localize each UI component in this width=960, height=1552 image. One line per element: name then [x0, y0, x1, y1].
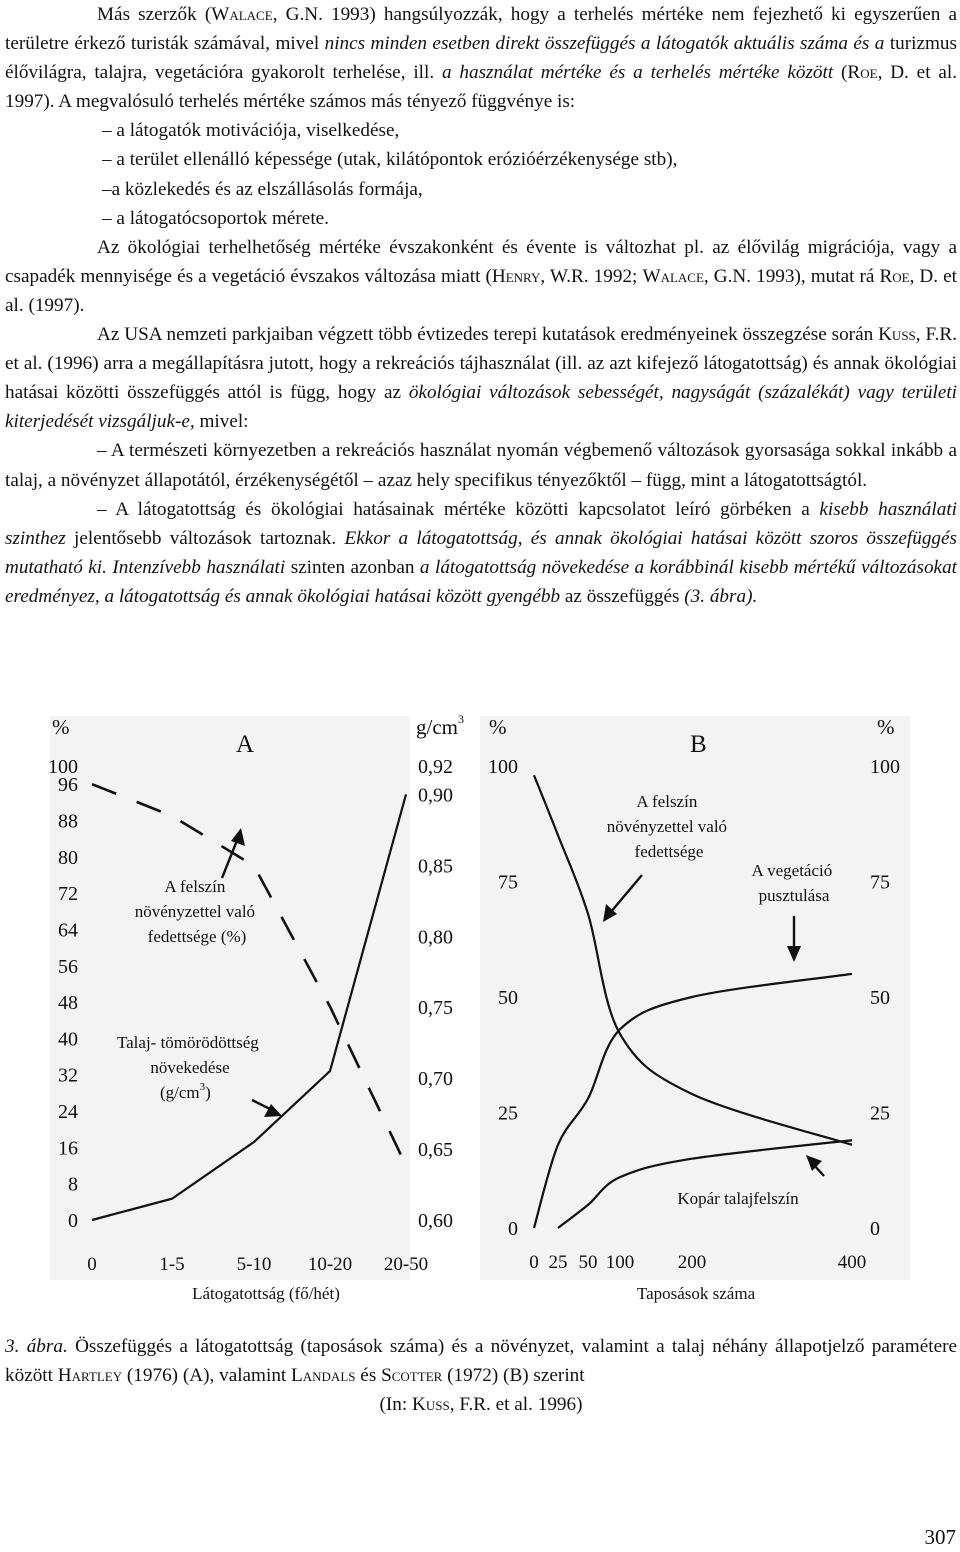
text: Az ökológiai terhelhetőség mértéke évszakonként és évente is változhat pl. az élővilág migrációja, vagy a csapadék mennyisége és a vegetáció évszakos változása miatt ( [5, 236, 957, 287]
x-tick-label: 10-20 [307, 1254, 353, 1275]
paragraph-5 [5, 495, 957, 611]
chart-a-x-label: Látogatottság (fő/hét) [192, 1284, 340, 1303]
text: , G.N. 1993), mutat rá [703, 265, 880, 287]
y-tick-label: 0 [508, 1218, 518, 1240]
y-tick-label: 50 [870, 987, 890, 1009]
italic-text: a használat mértéke és a terhelés mértéke között [441, 62, 834, 84]
text: – A látogatottság és ökológiai hatásainak mértéke közötti kapcsolatot leíró görbéken a [97, 498, 820, 520]
text: (1972) (B) szerint [442, 1365, 585, 1386]
text: Az USA nemzeti parkjaiban végzett több évtizedes terepi kutatások eredményeinek összegzése során [97, 324, 879, 346]
y-tick-label: 80 [58, 846, 78, 869]
author-name: Roe [847, 62, 878, 84]
y-tick-label: 0,92 [418, 756, 453, 778]
soil-annotation-line: növekedése [150, 1058, 230, 1077]
author-name: Roe [879, 265, 910, 287]
chart-b-y-right-label: % [877, 715, 895, 739]
text: szinten azonban [285, 556, 420, 578]
author-name: Henry [491, 265, 541, 287]
chart-a-plot-area [50, 716, 410, 1280]
text: , D. et al. 1997). A megvalósuló terhelés mértéke számos más tényező függvénye is: [5, 62, 958, 113]
text: , G.N. 1993) hangsúlyozzák, hogy a terhelés mértéke nem fejezhető ki egyszerűen a területre érkező turisták számával, mivel [5, 4, 957, 55]
italic-text: nincs minden esetben direkt összefüggés a látogatók aktuális száma és a [324, 33, 885, 55]
soil-annotation-line: Talaj- tömörödöttség [116, 1033, 259, 1052]
paragraph-2 [5, 233, 957, 320]
chart-b-bare-annotation: Kopár talajfelszín [677, 1189, 799, 1208]
author-name: Walace [642, 265, 704, 287]
soil-unit-close: ) [205, 1083, 211, 1102]
paragraph-3 [5, 320, 957, 436]
x-tick-label: 50 [578, 1252, 598, 1273]
y-tick-label: 8 [68, 1173, 78, 1196]
y-tick-label: 0 [870, 1218, 880, 1240]
y-tick-label: 0,60 [418, 1210, 453, 1232]
author-name: Landals [291, 1365, 356, 1386]
x-tick-label: 25 [548, 1252, 568, 1273]
caption-label: 3. ábra. [5, 1336, 68, 1357]
text: (In: [379, 1394, 413, 1415]
text: Összefüggés a látogatottság (taposások száma) és a növényzet, valamint a talaj néhány állapotjelző paramétere között [5, 1336, 957, 1386]
paragraph-1 [5, 0, 957, 116]
text: , D. et al. (1997). [5, 265, 957, 316]
y-tick-label: 0,65 [418, 1139, 453, 1162]
caption-line-2 [5, 1390, 957, 1419]
dash-item: –a közlekedés és az elszállásolás formája, [102, 178, 423, 200]
y-tick-label: 50 [498, 987, 518, 1009]
vegetation-annotation-line: pusztulása [758, 886, 830, 905]
chart-b-y-left-label: % [489, 715, 507, 739]
text: , F.R. et al. (1996) arra a megállapításra jutott, hogy a rekreációs tájhasználat (ill. az azt kifejező látogatottság) és annak ökológiai hatásai közötti összefüggés attól is függ, hogy az [5, 324, 958, 404]
author-name: Hartley [57, 1365, 123, 1386]
y-tick-label: 0,85 [418, 855, 453, 878]
y-tick-label: 75 [498, 871, 518, 894]
y-tick-label: 88 [58, 810, 78, 833]
dash-item: – a látogatók motivációja, viselkedése, [102, 120, 400, 142]
y-tick-label: 0,75 [418, 997, 453, 1020]
y-tick-label: 0 [68, 1210, 78, 1232]
chart-b [480, 715, 910, 1303]
text: , W.R. 1992; [540, 265, 643, 287]
italic-text: Ekkor a látogatottság, és annak ökológiai hatásai között szoros összefüggés mutatható ki. Intenzívebb használati [5, 527, 957, 578]
italic-text: (3. ábra). [684, 585, 758, 607]
text: (1976) (A), valamint [122, 1365, 292, 1386]
page-number: 307 [924, 1525, 956, 1549]
chart-a-y-right-label [416, 712, 464, 739]
figure-3 [0, 700, 960, 1320]
y-tick-label: 100 [488, 756, 518, 778]
soil-unit-sup: 3 [199, 1081, 206, 1093]
chart-b-x-label: Taposások száma [636, 1284, 756, 1303]
x-tick-label: 400 [837, 1252, 867, 1273]
y-tick-label: 25 [498, 1102, 518, 1125]
cover-annotation-line: növényzettel való [134, 902, 256, 921]
y-tick-label: 100 [48, 756, 78, 778]
x-tick-label: 5-10 [236, 1254, 272, 1275]
chart-a-title: A [236, 731, 255, 758]
y-tick-label: 0,90 [418, 784, 453, 807]
x-tick-label: 20-50 [383, 1254, 429, 1275]
x-tick-label: 100 [605, 1252, 635, 1273]
cover-annotation-line: A felszín [636, 792, 698, 811]
text: turizmus élővilágra, talajra, vegetációra gyakorolt terhelése, ill. [5, 33, 957, 84]
text: mivel: [194, 411, 249, 433]
y-tick-label: 48 [58, 992, 78, 1015]
text: az összefüggés [560, 585, 685, 607]
x-tick-label: 0 [87, 1254, 97, 1275]
author-name: Scotter [381, 1365, 443, 1386]
dash-item: – a látogatócsoportok mérete. [102, 207, 329, 229]
author-name: Walace [211, 4, 273, 25]
text: ( [833, 62, 848, 84]
cover-annotation-line: növényzettel való [606, 817, 728, 836]
y-tick-label: 25 [870, 1102, 890, 1125]
caption-line-1 [5, 1332, 957, 1390]
text: jelentősebb változások tartoznak. [65, 527, 345, 549]
dash-item: – a terület ellenálló képessége (utak, kilátópontok erózióérzékenysége stb), [102, 149, 678, 171]
cover-annotation-line: fedettsége (%) [147, 927, 247, 946]
cover-annotation-line: fedettsége [634, 842, 704, 861]
y-tick-label: 64 [58, 919, 78, 942]
italic-text: a látogatottság növekedése a korábbinál kisebb mértékű változásokat eredményez, a látogatottság és annak ökológiai hatásai között gyengébb [5, 556, 957, 607]
chart-b-title: B [690, 731, 707, 758]
y-tick-label: 0,80 [418, 926, 453, 949]
figure-caption [5, 1332, 957, 1419]
y-tick-label: 72 [58, 883, 78, 906]
x-tick-label: 0 [529, 1252, 539, 1273]
paragraph-4: – A természeti környezetben a rekreációs használat nyomán végbemenő változások gyorsasága sokkal inkább a talaj, a növényzet állapotától, érzékenységétől – azaz hely specifikus tényezőktől – függ, mint a látogatottságtól. [5, 440, 957, 491]
x-tick-label: 1-5 [159, 1254, 185, 1275]
italic-text: kisebb használati szinthez [5, 498, 957, 549]
chart-a-y-right-unit: g/cm [416, 715, 458, 739]
text: és [355, 1365, 382, 1386]
cover-annotation-line: A felszín [164, 877, 226, 896]
y-tick-label: 100 [870, 756, 900, 778]
body-text [5, 0, 957, 611]
text: , F.R. et al. 1996) [449, 1394, 583, 1415]
italic-text: ökológiai változások sebességét, nagyságát (százalékát) vagy területi kiterjedését vizsgáljuk-e, [5, 382, 957, 433]
x-tick-label: 200 [677, 1252, 707, 1273]
chart-a [48, 712, 464, 1303]
chart-a-y-right-ticks [418, 756, 453, 1232]
author-name: Kuss [412, 1394, 450, 1415]
y-tick-label: 32 [58, 1064, 78, 1087]
chart-a-y-left-label: % [52, 715, 70, 739]
author-name: Kuss [878, 324, 916, 346]
y-tick-label: 16 [58, 1137, 78, 1160]
y-tick-label: 24 [58, 1101, 78, 1124]
soil-unit-text: (g/cm [160, 1083, 200, 1102]
y-tick-label: 0,70 [418, 1068, 453, 1091]
y-tick-label: 40 [58, 1028, 78, 1051]
chart-a-y-right-unit-sup: 3 [458, 712, 464, 726]
y-tick-label: 56 [58, 955, 78, 978]
text: Más szerzők ( [97, 4, 212, 25]
y-tick-label: 75 [870, 871, 890, 894]
vegetation-annotation-line: A vegetáció [751, 861, 833, 880]
y-tick-label: 96 [58, 774, 78, 797]
